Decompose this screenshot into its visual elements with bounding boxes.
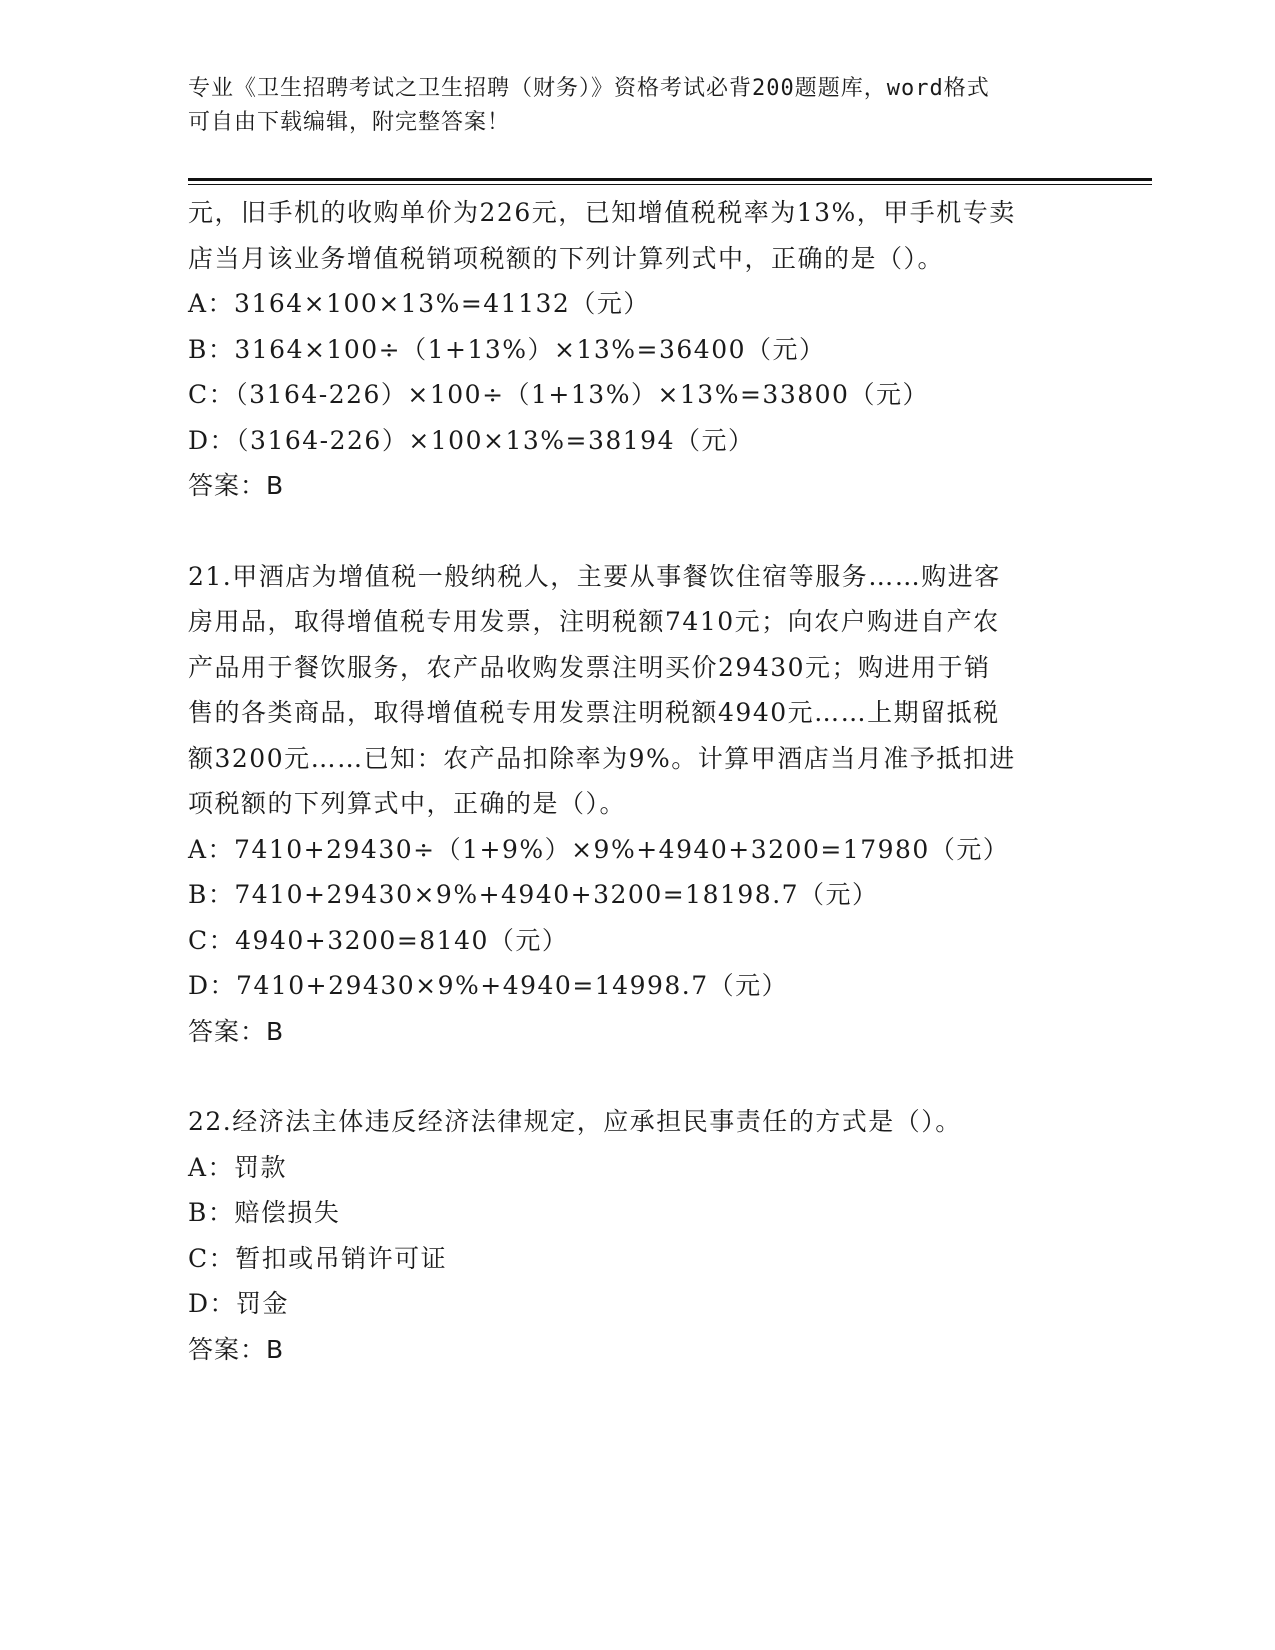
option-b: B：7410+29430×9%+4940+3200=18198.7（元） [188, 880, 879, 909]
question-stem-line: 售的各类商品，取得增值税专用发票注明税额4940元……上期留抵税 [188, 698, 1000, 727]
answer-line: 答案：B [188, 471, 285, 500]
option-d: D：罚金 [188, 1289, 290, 1318]
header-title-line-1: 专业《卫生招聘考试之卫生招聘（财务）》资格考试必背200题题库，word格式 [188, 76, 990, 101]
header-title-line-2: 可自由下载编辑，附完整答案！ [188, 110, 511, 135]
option-a: A：罚款 [188, 1152, 288, 1182]
header-divider-thin [188, 184, 1152, 185]
option-d: D：7410+29430×9%+4940=14998.7（元） [188, 971, 789, 1000]
option-a: A：7410+29430÷（1+9%）×9%+4940+3200=17980（元） [188, 834, 1010, 864]
spacer [188, 1054, 1088, 1099]
question-stem-line: 店当月该业务增值税销项税额的下列计算列式中，正确的是（）。 [188, 243, 945, 273]
option-a: A：3164×100×13%=41132（元） [188, 289, 650, 318]
spacer [188, 509, 1088, 554]
header-divider-thick [188, 178, 1152, 181]
question-stem-line: 产品用于餐饮服务，农产品收购发票注明买价29430元；购进用于销 [188, 652, 991, 682]
question-stem-line: 额3200元……已知：农产品扣除率为9%。计算甲酒店当月准予抵扣进 [188, 743, 1016, 773]
option-b: B：3164×100÷（1+13%）×13%=36400（元） [188, 334, 826, 364]
question-stem-line: 房用品，取得增值税专用发票，注明税额7410元；向农户购进自产农 [188, 607, 1000, 636]
option-d: D：（3164-226）×100×13%=38194（元） [188, 425, 755, 455]
answer-line: 答案：B [188, 1016, 285, 1046]
question-stem-line: 项税额的下列算式中，正确的是（）。 [188, 789, 627, 818]
question-22 [188, 1099, 1088, 1372]
option-c: C：暂扣或吊销许可证 [188, 1243, 448, 1273]
document-header [188, 72, 1088, 140]
question-21 [188, 554, 1088, 1055]
answer-line: 答案：B [188, 1334, 285, 1364]
option-c: C：（3164-226）×100÷（1+13%）×13%=33800（元） [188, 380, 929, 409]
question-stem-line: 元，旧手机的收购单价为226元，已知增值税税率为13%，甲手机专卖 [188, 198, 1016, 227]
document-body [188, 190, 1088, 1372]
option-b: B：赔偿损失 [188, 1198, 341, 1227]
question-stem: 22.经济法主体违反经济法律规定，应承担民事责任的方式是（）。 [188, 1107, 962, 1136]
question-stem-line: 21.甲酒店为增值税一般纳税人，主要从事餐饮住宿等服务……购进客 [188, 561, 1001, 591]
option-c: C：4940+3200=8140（元） [188, 925, 569, 955]
question-20-continuation [188, 190, 1088, 509]
